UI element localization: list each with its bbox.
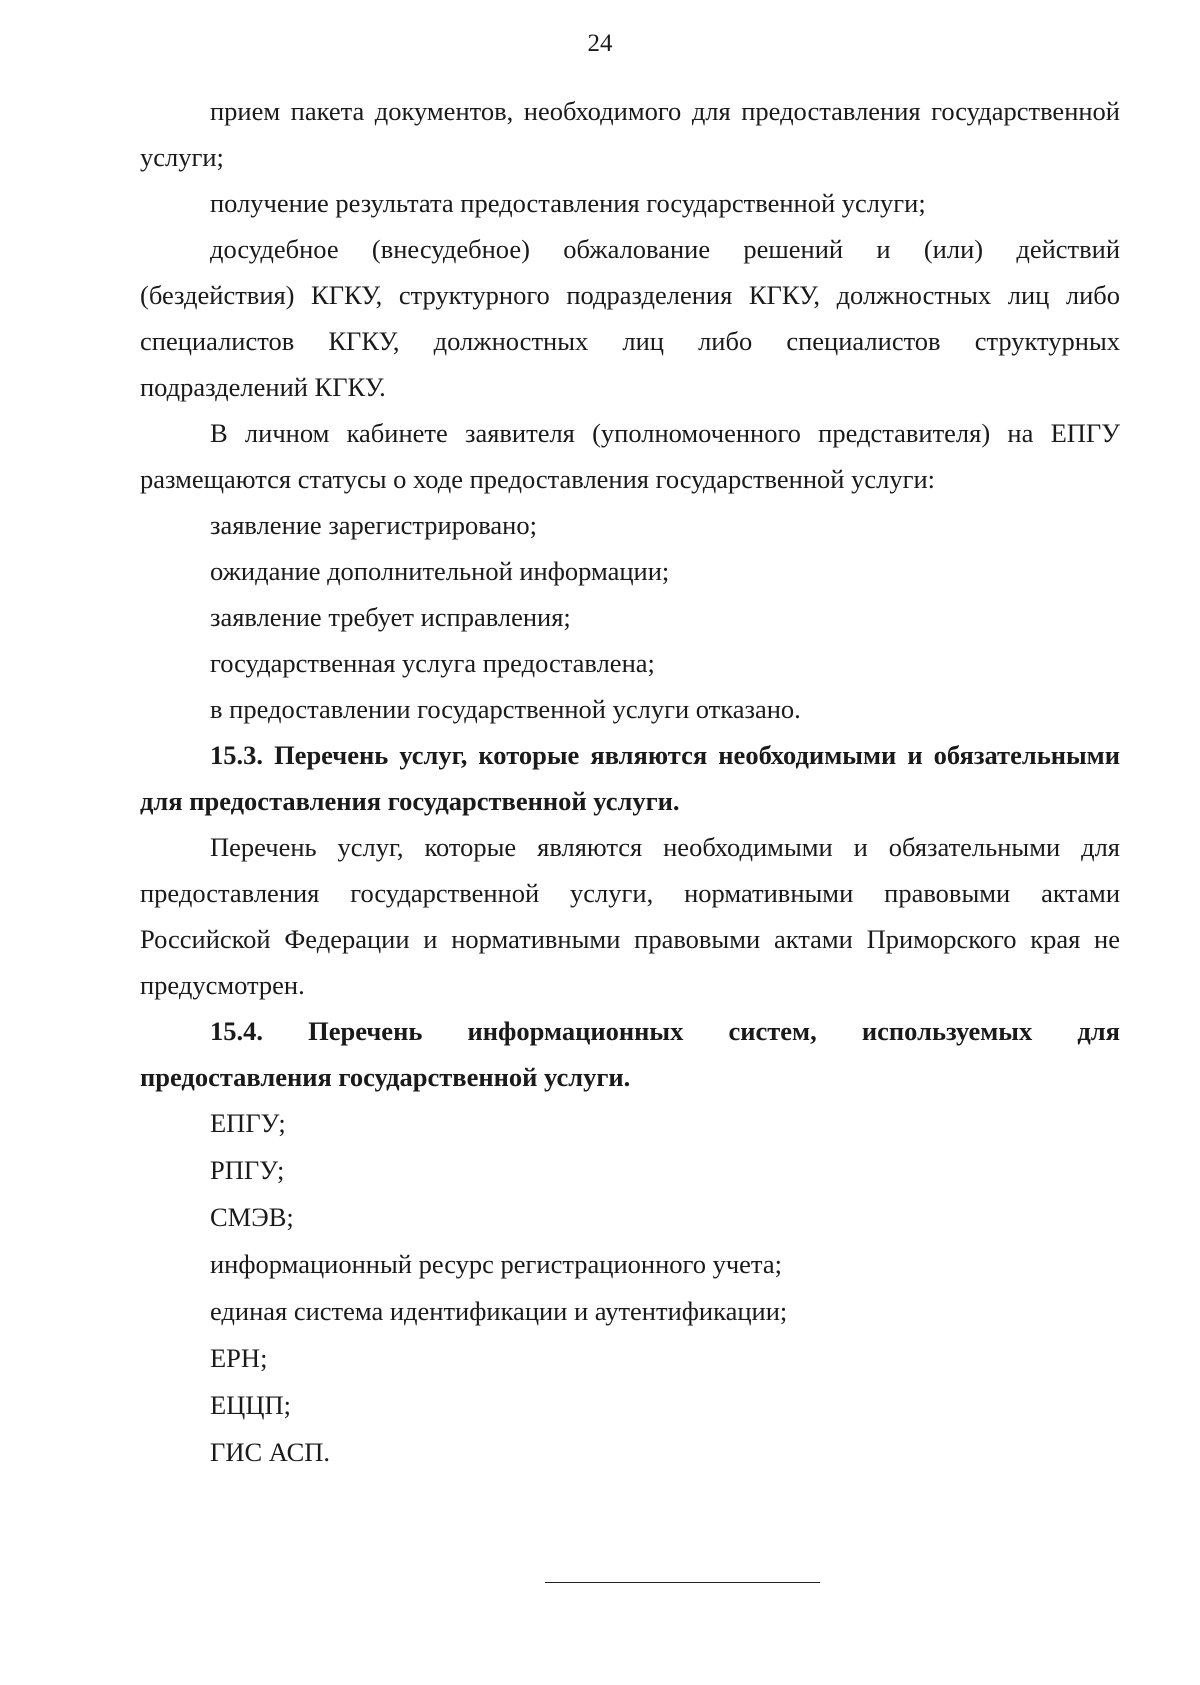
status-item: государственная услуга предоставлена; — [210, 648, 655, 678]
system-item: ЕЦЦП; — [210, 1390, 291, 1420]
information-systems-list — [140, 1100, 1120, 1476]
paragraph-result-receipt: получение результата предоставления государственной услуги; — [210, 188, 926, 218]
status-item: заявление требует исправления; — [210, 602, 571, 632]
paragraph-pretrial-appeal: досудебное (внесудебное) обжалование решений и (или) действий (бездействия) КГКУ, структурного подразделения КГКУ, должностных лиц либо специалистов КГКУ, должностных лиц либо специалистов структурных подразделений КГКУ. — [140, 234, 1120, 402]
status-list — [140, 502, 1120, 732]
system-item: ЕПГУ; — [210, 1108, 286, 1138]
paragraph-personal-cabinet: В личном кабинете заявителя (уполномоченного представителя) на ЕПГУ размещаются статусы о ходе предоставления государственной услуги: — [140, 418, 1120, 494]
system-item: СМЭВ; — [210, 1202, 294, 1232]
system-item: РПГУ; — [210, 1155, 285, 1185]
system-item: информационный ресурс регистрационного учета; — [210, 1249, 782, 1279]
system-item: ЕРН; — [210, 1343, 268, 1373]
status-item: в предоставлении государственной услуги отказано. — [210, 694, 801, 724]
page-number: 24 — [587, 30, 613, 57]
system-item: единая система идентификации и аутентификации; — [210, 1296, 788, 1326]
end-of-document-rule — [545, 1582, 820, 1583]
section-heading-15-3: 15.3. Перечень услуг, которые являются необходимыми и обязательными для предоставления государственной услуги. — [140, 740, 1120, 816]
system-item: ГИС АСП. — [210, 1437, 331, 1467]
section-heading-15-4: 15.4. Перечень информационных систем, используемых для предоставления государственной услуги. — [140, 1016, 1120, 1092]
paragraph-document-intake: прием пакета документов, необходимого для предоставления государственной услуги; — [140, 96, 1120, 172]
status-item: ожидание дополнительной информации; — [210, 556, 670, 586]
status-item: заявление зарегистрировано; — [210, 510, 537, 540]
page-body — [140, 88, 1120, 1476]
paragraph-required-services: Перечень услуг, которые являются необходимыми и обязательными для предоставления государственной услуги, нормативными правовыми актами Российской Федерации и нормативными правовыми актами Приморского края не предусмотрен. — [140, 832, 1120, 1000]
